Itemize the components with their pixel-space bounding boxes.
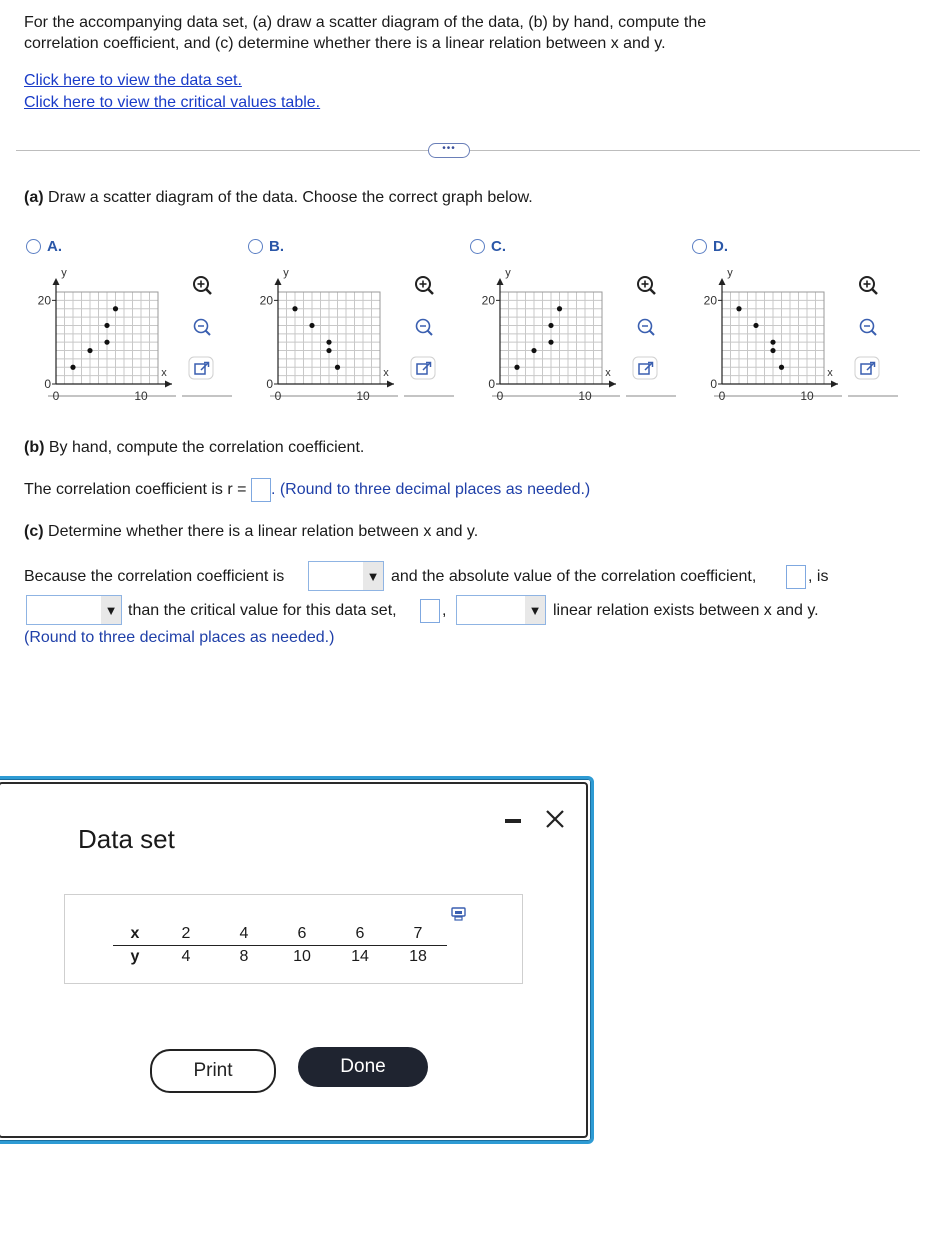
data-point [292, 306, 297, 311]
data-point [326, 348, 331, 353]
x-axis-arrow [387, 381, 394, 388]
zoom-in-handle [872, 289, 877, 294]
data-point [779, 365, 784, 370]
correlation-hint: . (Round to three decimal places as needed.) [270, 481, 591, 499]
y-value: 10 [293, 948, 311, 965]
abs-r-input[interactable] [786, 565, 806, 589]
pop-out-frame [633, 357, 657, 379]
x-value: 6 [331, 923, 389, 946]
data-point [87, 348, 92, 353]
data-point [770, 340, 775, 345]
option-d[interactable] [692, 238, 912, 413]
y-header: y [130, 948, 140, 965]
y-value: 4 [181, 948, 191, 965]
data-point [548, 340, 553, 345]
pop-out-icon[interactable] [411, 357, 435, 379]
correlation-line [24, 478, 590, 502]
x-value: 4 [215, 923, 273, 946]
zoom-in-icon[interactable] [638, 277, 655, 294]
zoom-in-icon[interactable] [860, 277, 877, 294]
y-origin-label: 0 [44, 377, 51, 391]
data-set-link[interactable]: Click here to view the data set. [24, 72, 242, 89]
x-row [113, 923, 447, 946]
dialog-title: Data set [78, 824, 175, 854]
y-axis-arrow [275, 278, 282, 285]
data-point [514, 365, 519, 370]
part-c-hint: (Round to three decimal places as needed.) [24, 629, 335, 646]
x-origin-label: 0 [496, 389, 504, 403]
part-c-line2-a: than the critical value for this data set, [128, 602, 397, 619]
pop-out-icon[interactable] [633, 357, 657, 379]
y-axis-arrow [53, 278, 60, 285]
option-b[interactable] [248, 238, 468, 413]
chevron-down-icon: ▼ [525, 596, 545, 624]
y-tick-label: 20 [37, 293, 51, 308]
data-point [548, 323, 553, 328]
x-origin-label: 0 [274, 389, 282, 403]
part-c-text: Determine whether there is a linear relation between x and y. [43, 523, 479, 540]
y-value: 18 [409, 948, 427, 965]
zoom-out-handle [206, 331, 211, 336]
pop-out-frame [855, 357, 879, 379]
part-c-line1-a: Because the correlation coefficient is [24, 568, 285, 585]
pop-out-icon[interactable] [189, 357, 213, 379]
data-point [309, 323, 314, 328]
zoom-out-handle [428, 331, 433, 336]
zoom-in-handle [428, 289, 433, 294]
data-point [753, 323, 758, 328]
pop-out-frame [411, 357, 435, 379]
close-icon[interactable] [545, 809, 565, 829]
conclusion-dropdown[interactable] [456, 595, 546, 625]
comparison-dropdown[interactable] [26, 595, 122, 625]
minimize-icon[interactable] [505, 817, 521, 825]
option-d-graph [692, 264, 908, 414]
option-b-label: B. [269, 238, 284, 255]
data-table [113, 923, 447, 968]
x-axis-label: x [161, 367, 167, 379]
x-axis-arrow [165, 381, 172, 388]
x-origin-label: 0 [718, 389, 726, 403]
question-text: For the accompanying data set, (a) draw a scatter diagram of the data, (b) by hand, compute the correlation coefficient, and (c) determine whether there is a linear relation between x and y. [24, 14, 707, 52]
option-c-graph [470, 264, 686, 414]
y-origin-label: 0 [488, 377, 495, 391]
y-value: 8 [239, 948, 249, 965]
zoom-in-handle [650, 289, 655, 294]
pop-out-icon[interactable] [855, 357, 879, 379]
x-tick-label: 10 [356, 389, 370, 403]
x-tick-label: 10 [134, 389, 148, 403]
data-set-dialog [0, 776, 594, 1144]
part-b-title [24, 439, 364, 457]
chevron-down-icon: ▼ [101, 596, 121, 624]
y-tick-label: 20 [259, 293, 273, 308]
zoom-in-icon[interactable] [416, 277, 433, 294]
y-tick-label: 20 [703, 293, 717, 308]
part-c-title [24, 523, 478, 541]
zoom-out-handle [650, 331, 655, 336]
y-origin-label: 0 [266, 377, 273, 391]
y-value: 14 [351, 948, 369, 965]
y-row [113, 946, 447, 969]
done-button[interactable]: Done [298, 1047, 428, 1087]
critical-value-input[interactable] [420, 599, 440, 623]
data-point [770, 348, 775, 353]
option-d-radio[interactable] [692, 239, 707, 254]
zoom-out-icon[interactable] [195, 320, 211, 336]
sign-dropdown[interactable] [308, 561, 384, 591]
data-table-container [64, 894, 523, 984]
x-axis-label: x [383, 367, 389, 379]
x-value: 2 [157, 923, 215, 946]
more-button[interactable]: ••• [428, 143, 470, 158]
option-d-label: D. [713, 238, 728, 255]
data-point [104, 340, 109, 345]
x-tick-label: 10 [800, 389, 814, 403]
part-c-line2-b: , [442, 602, 447, 619]
part-c-line1-b: and the absolute value of the correlation coefficient, [391, 568, 757, 585]
data-point [335, 365, 340, 370]
zoom-in-icon[interactable] [194, 277, 211, 294]
option-c[interactable] [470, 238, 690, 413]
x-tick-label: 10 [578, 389, 592, 403]
option-b-graph [248, 264, 464, 414]
x-axis-label: x [827, 367, 833, 379]
x-value: 6 [273, 923, 331, 946]
x-axis-arrow [831, 381, 838, 388]
critical-values-link[interactable]: Click here to view the critical values table. [24, 94, 321, 111]
zoom-out-handle [872, 331, 877, 336]
option-a-graph [26, 264, 242, 414]
data-point [531, 348, 536, 353]
part-b-label: (b) [24, 439, 45, 456]
y-origin-label: 0 [710, 377, 717, 391]
part-c-line2-c: linear relation exists between x and y. [553, 602, 819, 619]
chevron-down-icon: ▼ [363, 562, 383, 590]
option-c-radio[interactable] [470, 239, 485, 254]
part-a-label: (a) [24, 189, 44, 206]
data-point [104, 323, 109, 328]
data-point [70, 365, 75, 370]
print-button[interactable]: Print [150, 1049, 276, 1093]
x-value: 7 [389, 923, 447, 946]
option-b-radio[interactable] [248, 239, 263, 254]
x-axis-label: x [605, 367, 611, 379]
option-a[interactable] [26, 238, 246, 413]
y-axis-label: y [283, 267, 289, 279]
copy-table-icon[interactable] [451, 907, 467, 921]
x-origin-label: 0 [52, 389, 60, 403]
y-tick-label: 20 [481, 293, 495, 308]
x-header: x [113, 923, 157, 946]
part-b-text: By hand, compute the correlation coefficient. [44, 439, 365, 456]
data-point [736, 306, 741, 311]
part-c-label: (c) [24, 523, 44, 540]
option-a-radio[interactable] [26, 239, 41, 254]
part-a-title [24, 189, 533, 207]
zoom-in-handle [206, 289, 211, 294]
data-point [557, 306, 562, 311]
data-point [113, 306, 118, 311]
part-a-text: Draw a scatter diagram of the data. Choose the correct graph below. [43, 189, 533, 206]
y-axis-arrow [719, 278, 726, 285]
part-c-line1-c: , is [808, 568, 829, 585]
y-axis-label: y [61, 267, 67, 279]
zoom-out-icon[interactable] [861, 320, 877, 336]
y-axis-label: y [727, 267, 733, 279]
y-axis-label: y [505, 267, 511, 279]
data-point [326, 340, 331, 345]
option-c-label: C. [491, 238, 506, 255]
option-a-label: A. [47, 238, 62, 255]
x-axis-arrow [609, 381, 616, 388]
correlation-prompt: The correlation coefficient is r = [24, 481, 247, 499]
correlation-input[interactable] [251, 478, 271, 502]
zoom-out-icon[interactable] [417, 320, 433, 336]
pop-out-frame [189, 357, 213, 379]
y-axis-arrow [497, 278, 504, 285]
zoom-out-icon[interactable] [639, 320, 655, 336]
